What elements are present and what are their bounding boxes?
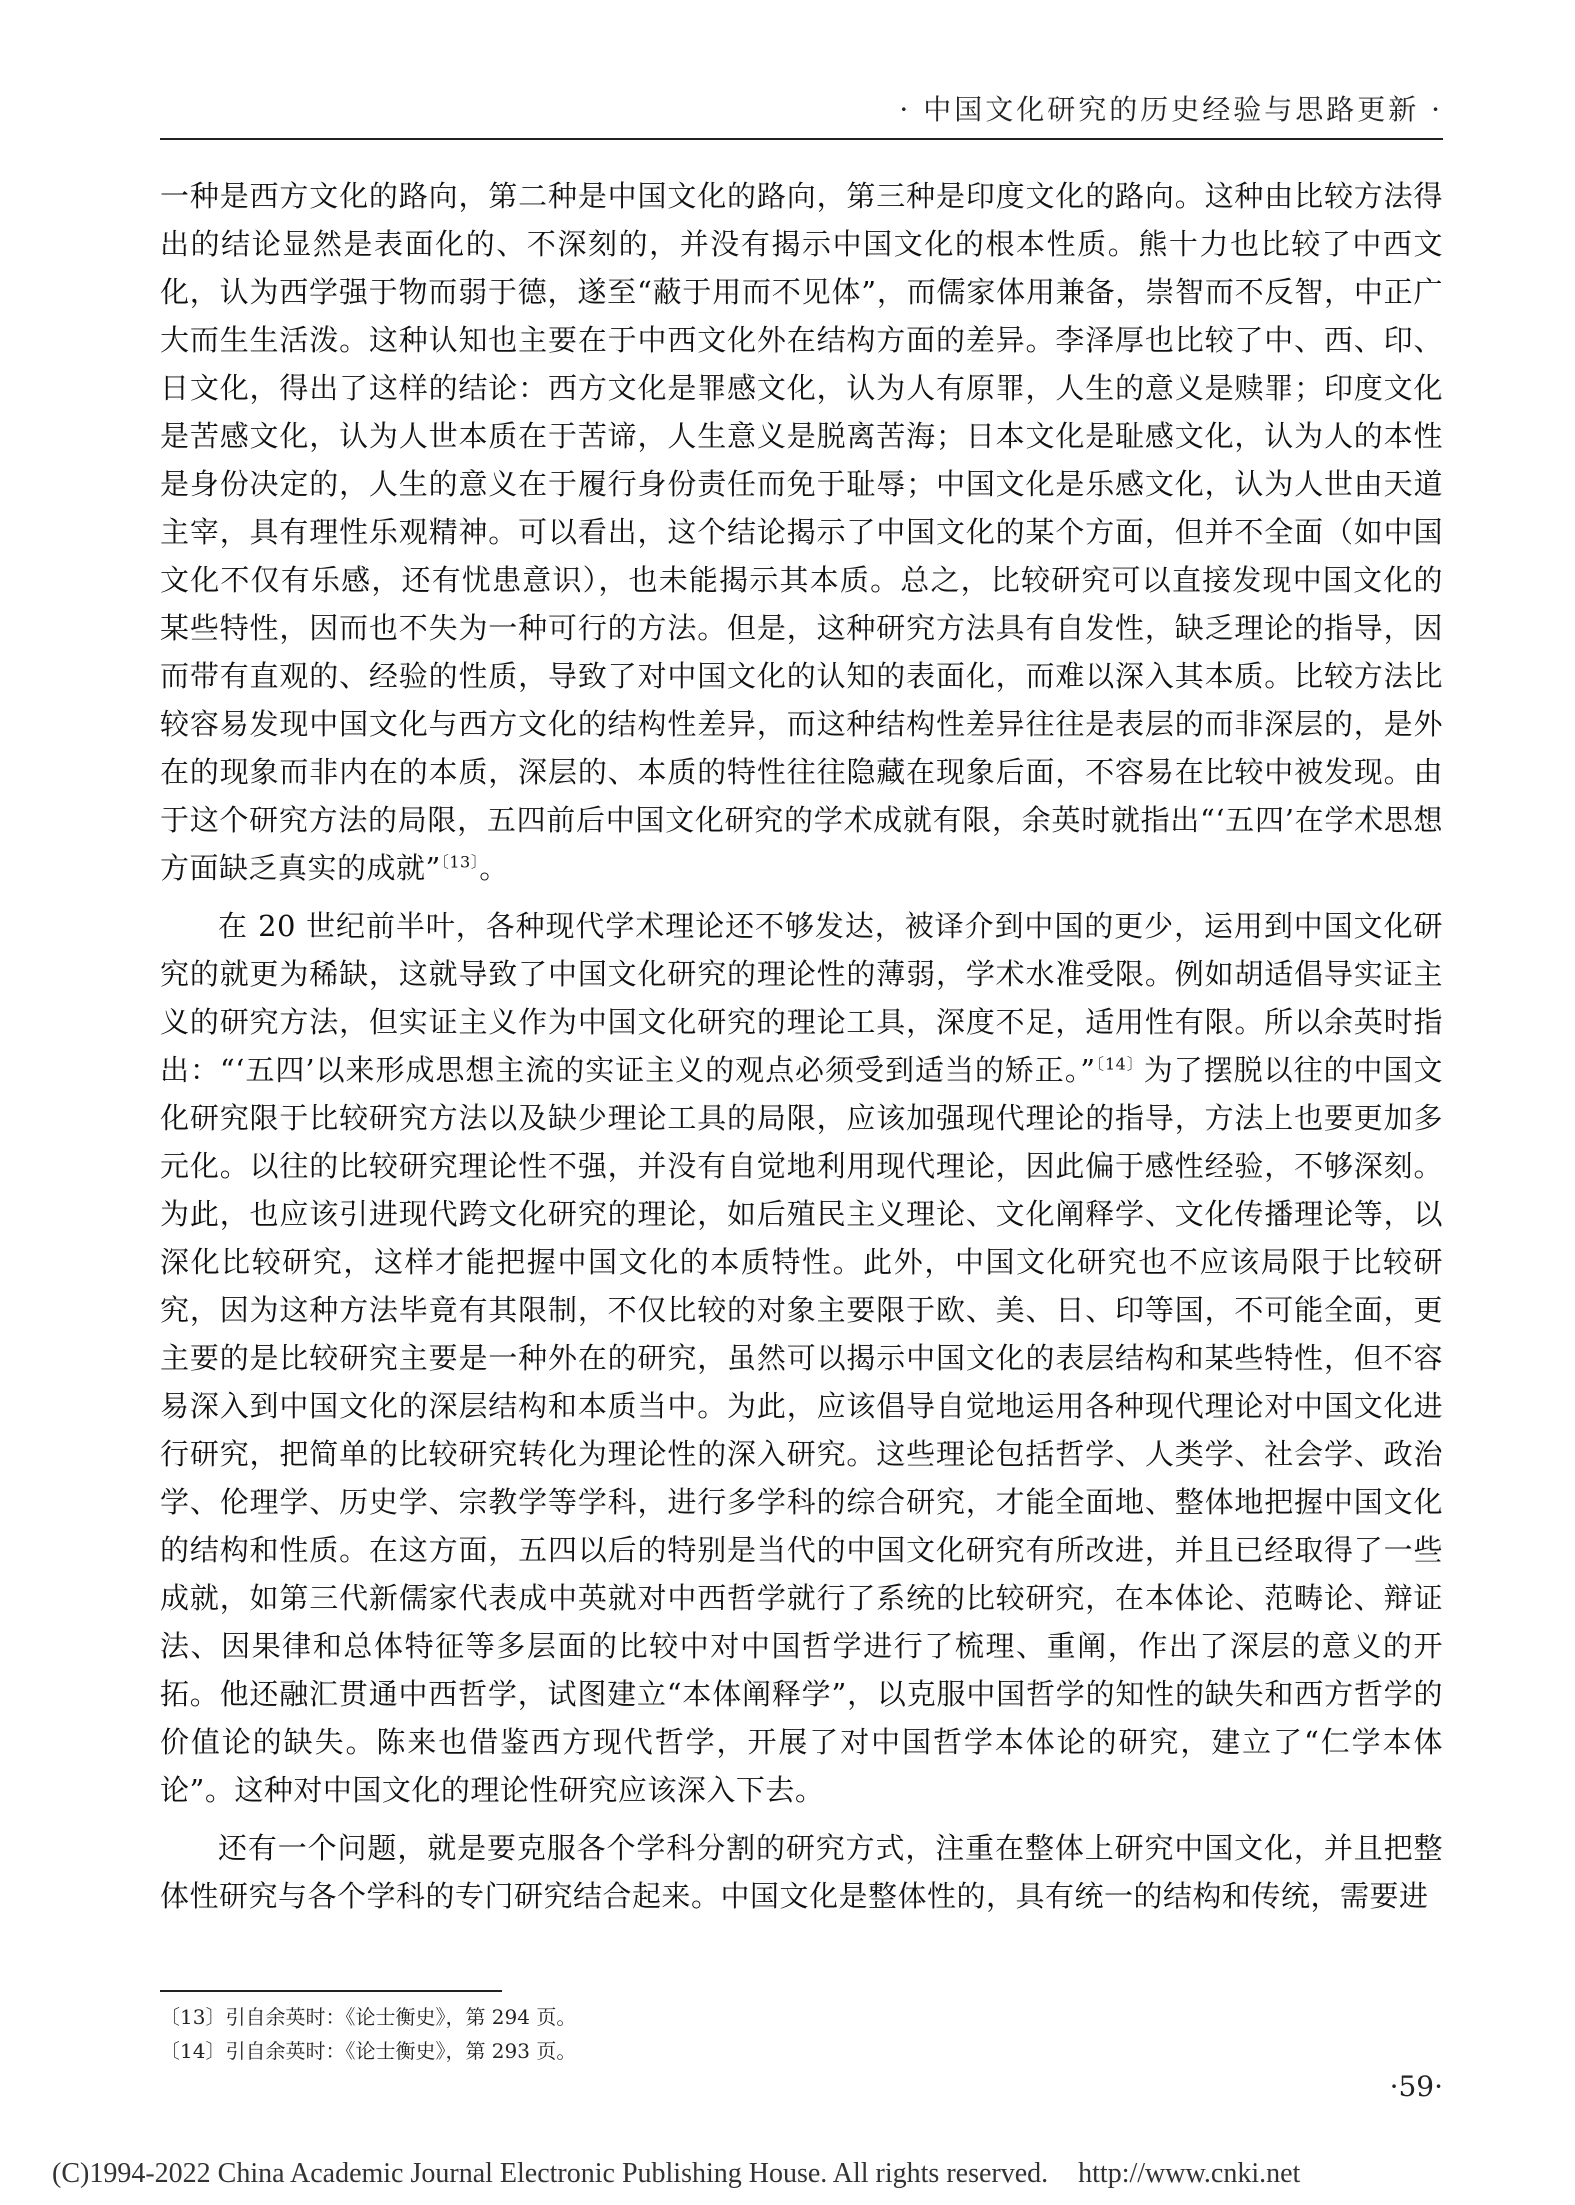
paragraph-1: [160, 172, 1443, 892]
article-body: [160, 172, 1443, 1920]
footnote-14: 〔14〕引自余英时：《论士衡史》，第 293 页。: [160, 2039, 577, 2063]
running-title: · 中国文化研究的历史经验与思路更新 ·: [899, 93, 1443, 126]
paragraph-2: [160, 902, 1443, 1814]
paragraph-3: [160, 1824, 1443, 1920]
publisher-url[interactable]: http://www.cnki.net: [1078, 2158, 1301, 2189]
citation-13[interactable]: 〔13〕: [440, 852, 480, 872]
footnote-13: 〔13〕引自余英时：《论士衡史》，第 294 页。: [160, 2005, 577, 2029]
paragraph-text: 。: [479, 851, 509, 885]
page-number: ·59·: [1389, 2070, 1443, 2103]
paragraph-text: 在 20 世纪前半叶，各种现代学术理论还不够发达，被译介到中国的更少，运用到中国文化研究的就更为稀缺，这就导致了中国文化研究的理论性的薄弱，学术水准受限。例如胡适倡导实证主义的研究方法，但实证主义作为中国文化研究的理论工具，深度不足，适用性有限。所以余英时指出：“‘五四’以来形成思想主流的实证主义的观点必须受到适当的矫正。”: [160, 909, 1443, 1087]
footnote-rule: [160, 1990, 502, 1992]
header-rule: [160, 138, 1443, 140]
paragraph-text: 为了摆脱以往的中国文化研究限于比较研究方法以及缺少理论工具的局限，应该加强现代理论的指导，方法上也要更加多元化。以往的比较研究理论性不强，并没有自觉地利用现代理论，因此偏于感性经验，不够深刻。为此，也应该引进现代跨文化研究的理论，如后殖民主义理论、文化阐释学、文化传播理论等，以深化比较研究，这样才能把握中国文化的本质特性。此外，中国文化研究也不应该局限于比较研究，因为这种方法毕竟有其限制，不仅比较的对象主要限于欧、美、日、印等国，不可能全面，更主要的是比较研究主要是一种外在的研究，虽然可以揭示中国文化的表层结构和某些特性，但不容易深入到中国文化的深层结构和本质当中。为此，应该倡导自觉地运用各种现代理论对中国文化进行研究，把简单的比较研究转化为理论性的深入研究。这些理论包括哲学、人类学、社会学、政治学、伦理学、历史学、宗教学等学科，进行多学科的综合研究，才能全面地、整体地把握中国文化的结构和性质。在这方面，五四以后的特别是当代的中国文化研究有所改进，并且已经取得了一些成就，如第三代新儒家代表成中英就对中西哲学就行了系统的比较研究，在本体论、范畴论、辩证法、因果律和总体特征等多层面的比较中对中国哲学进行了梳理、重阐，作出了深层的意义的开拓。他还融汇贯通中西哲学，试图建立“本体阐释学”，以克服中国哲学的知性的缺失和西方哲学的价值论的缺失。陈来也借鉴西方现代哲学，开展了对中国哲学本体论的研究，建立了“仁学本体论”。这种对中国文化的理论性研究应该深入下去。: [160, 1053, 1443, 1807]
citation-14[interactable]: 〔14〕: [1095, 1054, 1144, 1074]
paragraph-text: 一种是西方文化的路向，第二种是中国文化的路向，第三种是印度文化的路向。这种由比较方法得出的结论显然是表面化的、不深刻的，并没有揭示中国文化的根本性质。熊十力也比较了中西文化，认为西学强于物而弱于德，遂至“蔽于用而不见体”，而儒家体用兼备，崇智而不反智，中正广大而生生活泼。这种认知也主要在于中西文化外在结构方面的差异。李泽厚也比较了中、西、印、日文化，得出了这样的结论：西方文化是罪感文化，认为人有原罪，人生的意义是赎罪；印度文化是苦感文化，认为人世本质在于苦谛，人生意义是脱离苦海；日本文化是耻感文化，认为人的本性是身份决定的，人生的意义在于履行身份责任而免于耻辱；中国文化是乐感文化，认为人世由天道主宰，具有理性乐观精神。可以看出，这个结论揭示了中国文化的某个方面，但并不全面（如中国文化不仅有乐感，还有忧患意识），也未能揭示其本质。总之，比较研究可以直接发现中国文化的某些特性，因而也不失为一种可行的方法。但是，这种研究方法具有自发性，缺乏理论的指导，因而带有直观的、经验的性质，导致了对中国文化的认知的表面化，而难以深入其本质。比较方法比较容易发现中国文化与西方文化的结构性差异，而这种结构性差异往往是表层的而非深层的，是外在的现象而非内在的本质，深层的、本质的特性往往隐藏在现象后面，不容易在比较中被发现。由于这个研究方法的局限，五四前后中国文化研究的学术成就有限，余英时就指出“‘五四’在学术思想方面缺乏真实的成就”: [160, 179, 1443, 885]
copyright-footer: [52, 2158, 1300, 2190]
paragraph-text: 还有一个问题，就是要克服各个学科分割的研究方式，注重在整体上研究中国文化，并且把整体性研究与各个学科的专门研究结合起来。中国文化是整体性的，具有统一的结构和传统，需要进: [160, 1831, 1443, 1913]
copyright-text: (C)1994-2022 China Academic Journal Electronic Publishing House. All rights reserved.: [52, 2158, 1049, 2189]
footnotes: [160, 2000, 1440, 2068]
